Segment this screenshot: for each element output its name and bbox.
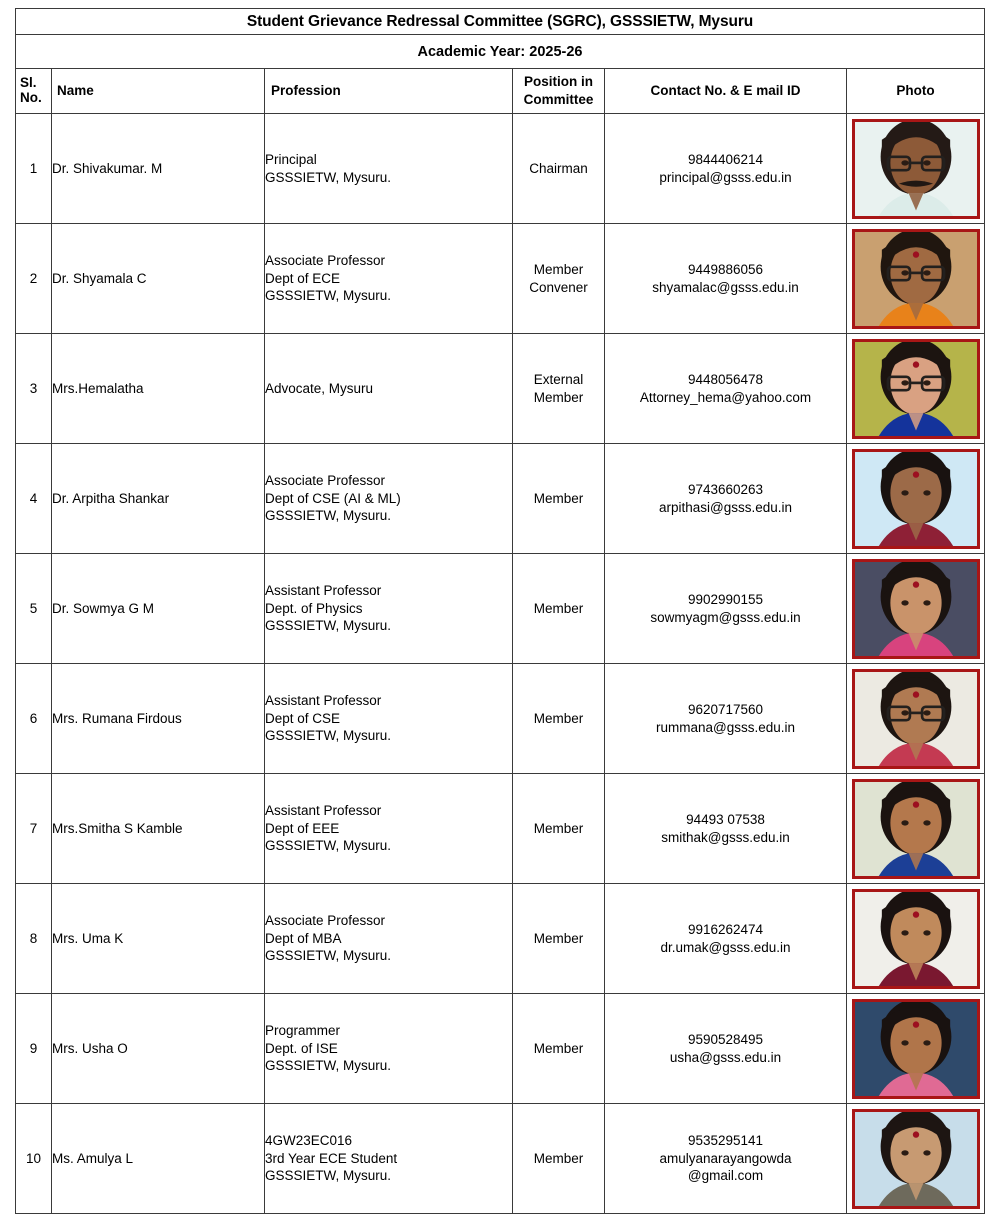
cell-photo (847, 114, 985, 224)
cell-name: Dr. Shyamala C (52, 224, 265, 334)
profession-line-2: Dept. of ISE (265, 1040, 338, 1056)
cell-profession (265, 224, 513, 334)
position-line-1: Member (533, 930, 584, 946)
page-title: Student Grievance Redressal Committee (SGRC), GSSSIETW, Mysuru (16, 9, 985, 35)
column-header-position (513, 69, 605, 114)
position-line-1: Chairman (529, 160, 588, 176)
column-header-name: Name (52, 69, 265, 114)
cell-name: Dr. Arpitha Shankar (52, 444, 265, 554)
cell-position (513, 224, 605, 334)
column-header-profession: Profession (265, 69, 513, 114)
column-header-row (16, 69, 985, 114)
cell-contact (605, 114, 847, 224)
cell-photo (847, 774, 985, 884)
cell-position (513, 554, 605, 664)
cell-sl-no: 9 (16, 994, 52, 1104)
table-row (16, 334, 985, 444)
photo-inner (855, 562, 977, 656)
position-line-1: Member (533, 490, 584, 506)
cell-name: Dr. Sowmya G M (52, 554, 265, 664)
sl-no-line-2: No. (20, 90, 42, 105)
contact-line-2: rummana@gsss.edu.in (655, 719, 795, 735)
cell-profession (265, 444, 513, 554)
photo-inner (855, 452, 977, 546)
cell-position (513, 334, 605, 444)
contact-line-2: amulyanarayangowda (659, 1150, 792, 1166)
cell-photo (847, 334, 985, 444)
cell-sl-no: 8 (16, 884, 52, 994)
title-row (16, 9, 985, 35)
cell-position (513, 444, 605, 554)
portrait-10-image (855, 1112, 977, 1206)
sl-no-line-1: Sl. (20, 75, 37, 91)
academic-year-label: Academic Year: 2025-26 (16, 35, 985, 69)
cell-profession (265, 994, 513, 1104)
cell-photo (847, 1104, 985, 1214)
profession-line-2: Dept of CSE (AI & ML) (265, 490, 401, 506)
cell-contact (605, 444, 847, 554)
position-line-1: Member (533, 261, 584, 277)
photo-inner (855, 1002, 977, 1096)
cell-position (513, 664, 605, 774)
cell-photo (847, 554, 985, 664)
profession-line-3: GSSSIETW, Mysuru. (265, 838, 392, 854)
cell-name: Mrs.Smitha S Kamble (52, 774, 265, 884)
cell-name: Mrs. Rumana Firdous (52, 664, 265, 774)
profession-line-3: GSSSIETW, Mysuru. (265, 948, 392, 964)
position-line-1: Member (533, 600, 584, 616)
profession-line-3: GSSSIETW, Mysuru. (265, 508, 392, 524)
table-body (16, 9, 985, 1214)
position-line-2: Convener (529, 279, 588, 295)
profession-line-2: Dept. of Physics (265, 600, 363, 616)
cell-sl-no: 6 (16, 664, 52, 774)
contact-line-1: 9916262474 (687, 921, 764, 937)
cell-sl-no: 10 (16, 1104, 52, 1214)
cell-position (513, 114, 605, 224)
contact-line-2: arpithasi@gsss.edu.in (658, 499, 793, 515)
cell-position (513, 774, 605, 884)
portrait-5-image (855, 562, 977, 656)
photo-shivakumar-m (852, 119, 980, 219)
contact-line-1: 9902990155 (687, 591, 764, 607)
cell-position (513, 1104, 605, 1214)
cell-contact (605, 554, 847, 664)
contact-line-2: shyamalac@gsss.edu.in (652, 279, 799, 295)
sgrc-committee-table (15, 8, 985, 1214)
position-header-line-1: Position in (524, 74, 593, 90)
photo-inner (855, 892, 977, 986)
cell-profession (265, 774, 513, 884)
cell-sl-no: 5 (16, 554, 52, 664)
academic-year-row (16, 35, 985, 69)
photo-inner (855, 122, 977, 216)
cell-contact (605, 1104, 847, 1214)
photo-usha-o (852, 999, 980, 1099)
photo-inner (855, 342, 977, 436)
photo-smitha-s-kamble (852, 779, 980, 879)
cell-profession (265, 884, 513, 994)
photo-uma-k (852, 889, 980, 989)
position-line-1: Member (533, 1150, 584, 1166)
cell-profession (265, 664, 513, 774)
contact-line-2: sowmyagm@gsss.edu.in (650, 609, 801, 625)
cell-contact (605, 334, 847, 444)
cell-profession (265, 1104, 513, 1214)
contact-line-2: usha@gsss.edu.in (669, 1049, 782, 1065)
cell-sl-no: 4 (16, 444, 52, 554)
profession-line-1: Assistant Professor (265, 803, 382, 819)
table-row (16, 884, 985, 994)
cell-sl-no: 7 (16, 774, 52, 884)
contact-line-1: 9448056478 (687, 371, 764, 387)
portrait-9-image (855, 1002, 977, 1096)
photo-inner (855, 672, 977, 766)
photo-inner (855, 232, 977, 326)
table-row (16, 994, 985, 1104)
table-row (16, 114, 985, 224)
position-line-1: Member (533, 710, 584, 726)
profession-line-1: Principal (265, 151, 317, 167)
profession-line-1: Programmer (265, 1023, 341, 1039)
cell-photo (847, 664, 985, 774)
cell-contact (605, 994, 847, 1104)
portrait-2-image (855, 232, 977, 326)
position-line-2: Member (533, 389, 584, 405)
contact-line-2: smithak@gsss.edu.in (661, 829, 790, 845)
column-header-photo: Photo (847, 69, 985, 114)
cell-profession (265, 334, 513, 444)
cell-contact (605, 224, 847, 334)
table-row (16, 444, 985, 554)
profession-line-1: Associate Professor (265, 473, 386, 489)
photo-inner (855, 782, 977, 876)
table-row (16, 554, 985, 664)
contact-line-1: 9620717560 (687, 701, 764, 717)
column-header-sl-no (16, 69, 52, 114)
contact-line-2: dr.umak@gsss.edu.in (660, 939, 791, 955)
profession-line-2: GSSSIETW, Mysuru. (265, 169, 392, 185)
cell-sl-no: 2 (16, 224, 52, 334)
portrait-7-image (855, 782, 977, 876)
contact-line-1: 94493 07538 (686, 811, 765, 827)
portrait-3-image (855, 342, 977, 436)
table-row (16, 1104, 985, 1214)
contact-line-1: 9844406214 (687, 151, 764, 167)
table-row (16, 224, 985, 334)
column-header-contact: Contact No. & E mail ID (605, 69, 847, 114)
cell-sl-no: 1 (16, 114, 52, 224)
contact-line-1: 9449886056 (687, 261, 764, 277)
profession-line-3: GSSSIETW, Mysuru. (265, 618, 392, 634)
portrait-1-image (855, 122, 977, 216)
profession-line-2: Dept of MBA (265, 930, 342, 946)
position-line-1: External (533, 371, 584, 387)
cell-name: Ms. Amulya L (52, 1104, 265, 1214)
cell-profession (265, 114, 513, 224)
contact-line-3: @gmail.com (687, 1168, 764, 1184)
cell-profession (265, 554, 513, 664)
cell-sl-no: 3 (16, 334, 52, 444)
profession-line-1: Assistant Professor (265, 693, 382, 709)
cell-position (513, 994, 605, 1104)
table-row (16, 664, 985, 774)
cell-name: Mrs.Hemalatha (52, 334, 265, 444)
contact-line-1: 9743660263 (687, 481, 764, 497)
profession-line-3: GSSSIETW, Mysuru. (265, 728, 392, 744)
position-header-line-2: Committee (523, 92, 594, 107)
profession-line-1: 4GW23EC016 (265, 1133, 353, 1149)
cell-photo (847, 884, 985, 994)
photo-hemalatha (852, 339, 980, 439)
cell-contact (605, 664, 847, 774)
cell-photo (847, 994, 985, 1104)
profession-line-3: GSSSIETW, Mysuru. (265, 1168, 392, 1184)
cell-name: Mrs. Usha O (52, 994, 265, 1104)
cell-photo (847, 224, 985, 334)
photo-rumana-firdous (852, 669, 980, 769)
contact-line-1: 9535295141 (687, 1133, 764, 1149)
photo-sowmya-g-m (852, 559, 980, 659)
profession-line-2: 3rd Year ECE Student (265, 1150, 398, 1166)
cell-contact (605, 774, 847, 884)
photo-arpitha-shankar (852, 449, 980, 549)
portrait-8-image (855, 892, 977, 986)
profession-line-2: Dept of ECE (265, 270, 341, 286)
profession-line-1: Advocate, Mysuru (265, 380, 374, 396)
position-line-1: Member (533, 820, 584, 836)
cell-photo (847, 444, 985, 554)
cell-contact (605, 884, 847, 994)
cell-position (513, 884, 605, 994)
profession-line-3: GSSSIETW, Mysuru. (265, 288, 392, 304)
contact-line-2: principal@gsss.edu.in (659, 169, 792, 185)
profession-line-2: Dept of EEE (265, 820, 340, 836)
photo-amulya-l (852, 1109, 980, 1209)
profession-line-1: Assistant Professor (265, 583, 382, 599)
profession-line-2: Dept of CSE (265, 710, 341, 726)
contact-line-2: Attorney_hema@yahoo.com (639, 389, 812, 405)
profession-line-1: Associate Professor (265, 253, 386, 269)
profession-line-1: Associate Professor (265, 913, 386, 929)
profession-line-3: GSSSIETW, Mysuru. (265, 1058, 392, 1074)
photo-inner (855, 1112, 977, 1206)
contact-line-1: 9590528495 (687, 1031, 764, 1047)
cell-name: Mrs. Uma K (52, 884, 265, 994)
portrait-6-image (855, 672, 977, 766)
table-row (16, 774, 985, 884)
photo-shyamala-c (852, 229, 980, 329)
position-line-1: Member (533, 1040, 584, 1056)
portrait-4-image (855, 452, 977, 546)
cell-name: Dr. Shivakumar. M (52, 114, 265, 224)
